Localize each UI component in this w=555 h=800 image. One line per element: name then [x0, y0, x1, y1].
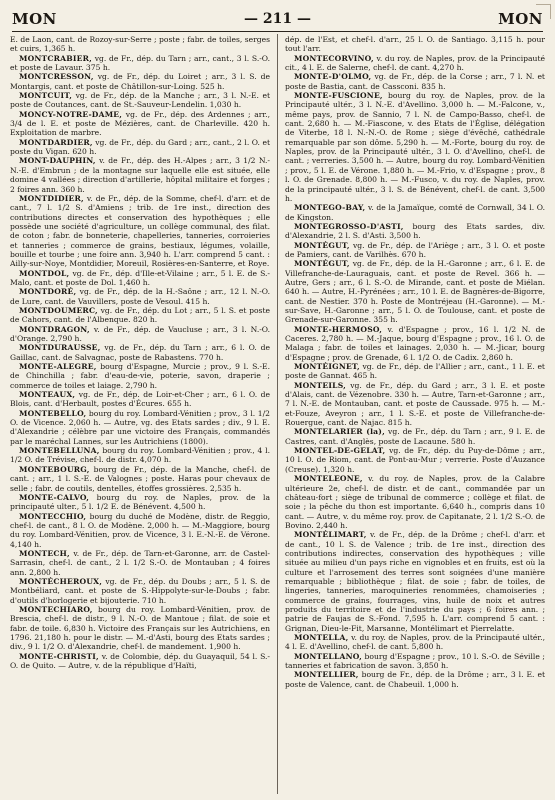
entry-headword: MONTELLA,: [294, 633, 349, 642]
dictionary-entry: [285, 381, 545, 428]
header-rule: [12, 31, 543, 32]
entry-headword: MONTELLIER,: [294, 670, 359, 680]
dictionary-entry: [285, 203, 545, 222]
entry-headword: MONTE-CALVO,: [19, 492, 90, 502]
dictionary-entry: [285, 652, 545, 671]
entry-text: vg. de Fr., dép. de Loir-et-Cher ; arr., 6 l. O. de Blois, cant. d'Herbault, postes d'Écures. 655 h.: [10, 390, 270, 409]
entry-headword: MONTÉGUT,: [294, 240, 350, 250]
entry-headword: MONTELARIER (la),: [294, 427, 385, 437]
entry-text: vg. de Fr., dép. du Tarn ; arr., 9 l. E. de Castres, cant. d'Anglès, poste de Lacaune. 580 h.: [285, 427, 545, 446]
entry-text: v. d'Espagne ; prov., 16 l. 1/2 N. de Caceres. 2,780 h. — M.-Jaque, bourg d'Espagne ; prov., 16 l. O. de Malaga ; fabr. de toiles et lainages. 2,030 h. — M.-Jicar, bourg d'Espagne ; prov. de Grenade, 6 l. 1/2 O. de Cadix. 2,860 h.: [285, 324, 545, 362]
dictionary-entry: [285, 325, 545, 362]
entry-text: vg. de Fr., dép. d'Ille-et-Vilaine ; arr., 5 l. E. de S.-Malo, cant. et poste de Dol. 1,460 h.: [10, 268, 270, 287]
dictionary-entry: [285, 530, 545, 633]
dictionary-entry: [285, 222, 545, 241]
entry-headword: MONTEILS,: [294, 380, 346, 390]
entry-headword: MONTEGO-BAY,: [294, 203, 366, 213]
entry-text: v. de Fr., dép. de la Somme, chef-l. d'arr. et de cant., 7 l. 1/2 S. d'Amiens ; trib. de 1re inst., direction des contributions directes et conservation des hypothèques ; elle possède une société d'agriculture, un collège communal, des filat. de coton ; fabr. de bonneterie, chapelleries, tanneries, corroieries et tanneries ; commerce de grains, bestiaux, légumes, volaille, bouille et tourbe ; une foire ann. 3,940 h. L'arr. comprend 5 cant. : Ailly-sur-Noye, Montdidier, Moreuil, Rosières-en-Santerre, et Roye.: [10, 193, 270, 269]
entry-text: vg. de Fr., dép. des Ardennes ; arr., 3/4 de l. E. et poste de Mézières, cant. de Charleville. 420 h. Exploitation de marbre.: [10, 109, 270, 138]
entry-headword: MONTDOL,: [19, 268, 70, 278]
entry-text: bourg du roy. Lombard-Vénitien, prov. de Brescia, chef-l. de distr., 9 l. N.-O. de Mantoue ; filat. de soie et fabr. de toile. 6,830 h. Victoire des Français sur les Autrichiens, en 1796. 21,180 h. pour le distr. — M.-d'Asti, bourg des Etats sardes ; div., 9 l. 1/2 O. d'Alexandrie, chef-l. de mandement. 1,900 h.: [10, 604, 270, 652]
dictionary-entry: [10, 465, 270, 493]
entry-headword: MONTDOUMERC,: [19, 305, 98, 315]
entry-text: bourg du roy. de Naples, prov. de la Principauté ultér., 3 l. N.-E. d'Avellino. 3,000 h. — M.-Falcone, v., même pays, prov. de Sannio, 7 l. N. de Campo-Basso, chef-l. de cant. 2,680 h. — M.-Fiascone, v. des Etats de l'Église, délégation de Viterbe, 18 l. N.-N.-O. de Rome ; siège d'évêché, cathédrale remarquable par son dôme. 5,290 h. — M.-Forte, bourg du roy. de Naples, prov. de la Principauté ultér., 3 l. O. d'Avellino, chef-l. de cant. ; verreries. 3,500 h. — Autre, bourg du roy. Lombard-Vénitien ; prov., 5 l. E. de Vérone. 1,880 h. — M.-Frio, v. d'Espagne ; prov., 8 l. O. de Grenade. 8,800 h. — M.-Fusco, v. du roy. de Naples, prov. de la principauté ultér., 3 l. S. de Bénévent, chef-l. de cant. 3,500 h.: [285, 91, 545, 203]
entry-text: bourg de Fr., dép. de la Manche, chef-l. de cant. ; arr., 1 l. S.-E. de Valognes ; poste. Haras pour chevaux de selle ; fabr. de coutils, dentelles, étoffes grossières. 2,535 h.: [10, 464, 270, 493]
dictionary-entry: [10, 306, 270, 325]
dictionary-entry: [285, 427, 545, 446]
dictionary-entry: [10, 605, 270, 652]
entry-headword: MONTECCHIO,: [19, 511, 87, 521]
entry-text: v. du roy. de Naples, prov. de la Principauté cit., 4 l. E. de Salerne, chef-l. de cant. 4,270 h.: [285, 53, 545, 73]
dictionary-entry: [10, 409, 270, 446]
entry-headword: MONTÉLIMART,: [294, 530, 367, 540]
entry-text: vg. de Fr., dép. du Doubs ; arr., 5 l. S. de Montbéliard, cant. et poste de S.-Hippolyte-sur-le-Doubs ; fabr. d'outils d'horlogerie et bijouterie. 710 h.: [10, 576, 270, 605]
entry-text: vg. de Fr., dép. de la Corse ; arr., 7 l. N. et poste de Bastia, cant. de Cassconi. 835 h.: [285, 72, 545, 91]
entry-headword: MONTDURAUSSE,: [19, 343, 101, 353]
dictionary-entry: [10, 512, 270, 549]
entry-headword: MONTECH,: [19, 548, 70, 558]
entry-text: vg. de Fr., dép. du Tarn ; arr., cant., 3 l. S.-O. et poste de Lavaur. 375 h.: [10, 53, 270, 73]
running-head-right: MON: [498, 10, 543, 28]
entry-headword: MONTCUIT,: [19, 91, 73, 101]
entry-text: dép. de l'Est, et chef-l. d'arr., 25 l. O. de Santiago. 3,115 h. pour tout l'arr.: [285, 35, 545, 54]
entry-headword: MONTEAUX,: [19, 390, 76, 400]
dictionary-entry: [10, 138, 270, 157]
dictionary-entry: [285, 54, 545, 73]
entry-text: bourg d'Espagne, Murcie ; prov., 9 l. S.-E. de Chinchilla ; fabr. d'eau-de-vie, poterie, savon, draperie ; commerce de toiles et laiage. 2,790 h.: [10, 362, 270, 390]
dictionary-entry: [10, 91, 270, 110]
entry-text: bourg du roy. Lombard-Vénitien ; prov., 4 l. 1/2 O. de Trévise, chef-l. de distr. 4,070 h.: [10, 446, 270, 465]
dictionary-entry: [10, 287, 270, 306]
dictionary-entry: [10, 577, 270, 605]
entry-text: vg. de Fr., dép. de l'Allier ; arr., cant., 1 l. E. et poste de Gannat. 465 h.: [285, 362, 545, 381]
dictionary-entry: [10, 110, 270, 138]
dictionary-entry: [10, 652, 270, 671]
entry-headword: MONTELLANO,: [294, 651, 362, 661]
dictionary-entry: [10, 194, 270, 269]
dictionary-entry: [10, 446, 270, 465]
entry-headword: MONTECHIARO,: [19, 604, 93, 614]
entry-text: v. de Colombie, dép. du Guayaquil, 54 l. S.-O. de Quito. — Autre, v. de la république d'Haïti,: [10, 651, 270, 671]
entry-text: v. de Fr., dép. de la Drôme ; chef-l. d'arr. et de cant., 10 l. S. de Valence ; trib. de 1re inst., direction des contributions indirectes, conservation des hypothèques ; ville située au milieu d'un pays riche en vignobles et en fruits, est où la culture et l'arrosement des terres sont soignées d'une manière remarquable ; bibliothèque ; filat. de soie ; fabr. de toiles, de lingeries, tanneries, maroquineries renommées, chamoiseries ; commerce de grains, fourrages, vins, huile de noix et autres produits du territoire et de l'industrie du pays ; 6 foires ann. ; patrie de Faujas de S.-Fond. 7,595 h. L'arr. comprend 5 cant. : Grignan, Dieu-le-Fit, Marsanne, Montélimart et Pierrelatte.: [285, 530, 545, 633]
page-header: [0, 10, 555, 30]
dictionary-entry: [10, 343, 270, 362]
dictionary-entry: [285, 259, 545, 324]
dictionary-entry: [10, 72, 270, 91]
entry-text: bourg de Fr., dép. de la Drôme ; arr., 3 l. E. et poste de Valence, cant. de Chabeuil. 1,000 h.: [285, 670, 545, 689]
entry-headword: MONTEBELLUNA,: [19, 446, 100, 456]
entry-headword: MONTE-HERMOSO,: [294, 324, 383, 334]
entry-headword: MONTDORÉ,: [19, 287, 77, 297]
entry-headword: MONTEBELLO,: [19, 408, 87, 418]
entry-text: vg. de Fr., dép. de la H.-Saône ; arr., 12 l. N.-O. de Lure, cant. de Vauvillers, poste de Vesoul. 415 h.: [10, 287, 270, 306]
entry-text: v. du roy. de Naples, prov. de la Principauté ultér., 4 l. E. d'Avellino, chef-l. de cant. 5,800 h.: [285, 633, 545, 652]
dictionary-entry: [10, 156, 270, 193]
dictionary-entry: [285, 72, 545, 91]
entry-headword: MONTDARDIER,: [19, 137, 93, 147]
entry-headword: MONCY-NOTRE-DAME,: [19, 109, 123, 119]
dictionary-entry: [10, 35, 270, 54]
dictionary-entry: [10, 493, 270, 512]
column-divider: [277, 34, 278, 794]
entry-headword: MONTDRAGON,: [19, 324, 90, 334]
entry-text: vg. de Fr., dép. du Tarn ; arr., 6 l. O. de Gaillac, cant. de Salvagnac, poste de Rabastens. 770 h.: [10, 343, 270, 362]
entry-text: bourg des Etats sardes, div. d'Alexandrie, 2 l. S. d'Asti. 3,500 h.: [285, 221, 545, 241]
entry-headword: MONTÉIGNET,: [294, 362, 360, 372]
dictionary-entry: [10, 362, 270, 390]
entry-headword: MONTE-ALEGRE,: [19, 362, 97, 372]
dictionary-entry: [10, 390, 270, 409]
entry-text: bourg du roy. Lombard-Vénitien ; prov., 3 l. 1/2 O. de Vicence. 2,060 h. — Autre, vg. des Etats sardes ; div., 9 l. E. d'Alexandrie ; célèbre par une victoire des Français, commandés par le maréchal Lannes, sur les Autrichiens (1800).: [10, 408, 270, 446]
entry-headword: MONTÉCHEROUX,: [19, 576, 103, 586]
entry-headword: MONTE-CHRISTI,: [19, 651, 99, 661]
dictionary-entry: [285, 241, 545, 260]
entry-text: vg. de Fr., dép. du Puy-de-Dôme ; arr., 10 l. O. de Riom, cant. de Pont-au-Mur ; verrerie. Poste d'Auzance (Creuse). 1,320 h.: [285, 446, 545, 474]
entry-headword: MONTE-D'OLMO,: [294, 72, 372, 82]
entry-headword: MONTELEONE,: [294, 474, 363, 484]
entry-text: v. de Fr., dép. de Vaucluse ; arr., 3 l. N.-O. d'Orange. 2,790 h.: [10, 324, 270, 343]
dictionary-entry: [285, 35, 545, 54]
page-number: — 211 —: [244, 11, 311, 27]
entry-headword: MONTEBOURG,: [19, 464, 90, 474]
entry-text: vg. de Fr., dép. de l'Ariège ; arr., 3 l. O. et poste de Pamiers, cant. de Varilhès. 670 h.: [285, 240, 545, 259]
entry-text: vg. de Fr., dép. de la Manche ; arr., 3 l. N.-E. et poste de Coutances, cant. de St.-Sauveur-Lendelin. 1,030 h.: [10, 91, 270, 110]
entry-headword: MONTCRABIER,: [19, 53, 92, 63]
left-column: [10, 35, 270, 796]
dictionary-entry: [285, 474, 545, 530]
running-head-left: MON: [12, 10, 57, 28]
entry-text: vg. de Fr., dép. du Lot ; arr., 5 l. S. et poste de Cahors, cant. de l'Albenque. 820 h.: [10, 305, 270, 325]
entry-headword: MONTECORVINO,: [294, 53, 374, 63]
entry-headword: MONTE-FUSCIONE,: [294, 91, 383, 101]
entry-headword: MONTEGROSSO-D'ASTI,: [294, 221, 404, 231]
entry-headword: MONTCRESSON,: [19, 72, 94, 82]
entry-headword: MONT-DAUPHIN,: [19, 156, 96, 166]
entry-text: vg. de Fr., dép. de la H.-Garonne ; arr., 6 l. E. de Villefranche-de-Lauraguais, cant. et poste de Revel. 366 h. — Autre, Gers ; arr., 6 l. S.-O. de Mirande, cant. et poste de Miélan. 640 h. — Autre, H.-Pyrénées ; arr., 10 l. E. de Bagnères-de-Bigorre, cant. de Nestier. 370 h. Poste de Montréjeau (H.-Garonne). — M.-sur-Save, H.-Garonne ; arr., 5 l. O. de Toulouse, cant. et poste de Grenade-sur-Garonne. 355 h.: [285, 259, 545, 325]
entry-text: v. de Fr., dép. des H.-Alpes ; arr., 3 1/2 N.-N.-E. d'Embrun ; de la montagne sur laquelle elle est située, elle domine 4 vallées ; direction d'artillerie, hôpital militaire et forges ; 2 foires ann. 360 h.: [10, 156, 270, 194]
entry-headword: MONTEL-DE-GELAT,: [294, 446, 386, 456]
dictionary-entry: [285, 670, 545, 689]
entry-text: vg. de Fr., dép. du Gard ; arr., cant., 2 l. O. et poste du Vigan. 620 h.: [10, 137, 270, 157]
dictionary-entry: [10, 54, 270, 73]
right-column: [285, 35, 545, 796]
entry-text: v. de la Jamaïque, comté de Cornwall, 34 l. O. de Kingston.: [285, 203, 545, 222]
dictionary-entry: [10, 549, 270, 577]
dictionary-entry: [285, 446, 545, 474]
dictionary-entry: [10, 269, 270, 288]
dictionary-entry: [285, 633, 545, 652]
dictionary-entry: [10, 325, 270, 344]
entry-text: vg. de Fr., dép. du Gard ; arr., 3 l. E. et poste d'Alais, cant. de Vézenobre. 330 h. — Autre, Tarn-et-Garonne ; arr., 7 l. N.-E. de Montauban, cant. et poste de Caussade. 975 h. — M.-et-Fouze, Aveyron ; arr., 1 l. S.-E. et poste de Villefranche-de-Rouergue, cant. de Najac. 815 h.: [285, 380, 545, 428]
entry-headword: MONTÉGUT,: [294, 259, 350, 269]
entry-text: bourg du roy. de Naples, prov. de la principauté ulter., 5 l. 1/2 E. de Bénévent. 4,500 h.: [10, 492, 270, 512]
dictionary-entry: [285, 91, 545, 203]
entry-headword: MONTDIDIER,: [19, 193, 84, 203]
dictionary-entry: [285, 362, 545, 381]
entry-text: bourg du duché de Modène, distr. de Reggio, chef-l. de cant., 8 l. O. de Modène. 2,000 h. — M.-Maggiore, bourg du roy. Lombard-Vénitien, prov. de Vicence, 3 l. E.-N.-E. de Vérone. 4,140 h.: [10, 511, 270, 549]
entry-text: E. de Laon, cant. de Rozoy-sur-Serre ; poste ; fabr. de toiles, serges et cuirs, 1,365 h.: [10, 35, 270, 54]
entry-text: v. du roy. de Naples, prov. de la Calabre ultérieure 2e, chef-l. de distr. et de cant., commandée par un château-fort ; siège de tribunal de commerce ; collège et filat. de soie ; la pêche du thon est importante. 6,640 h., compris dans 10 cant. — Autre, v. du même roy. prov. de Capitanate, 2 l. 1/2 S.-O. de Bovino. 2,440 h.: [285, 474, 545, 530]
entry-text: bourg d'Espagne ; prov., 10 l. S.-O. de Séville ; tanneries et fabrication de savon. 3,850 h.: [285, 651, 545, 671]
entry-text: v. de Fr., dép. de Tarn-et-Garonne, arr. de Castel-Sarrasin, chef-l. de cant., 2 l. 1/2 S.-O. de Montauban ; 4 foires ann. 2,800 h.: [10, 548, 270, 577]
entry-text: vg. de Fr., dép. du Loiret ; arr., 3 l. S. de Montargis, cant. et poste de Châtillon-sur-Loing. 525 h.: [10, 72, 270, 91]
